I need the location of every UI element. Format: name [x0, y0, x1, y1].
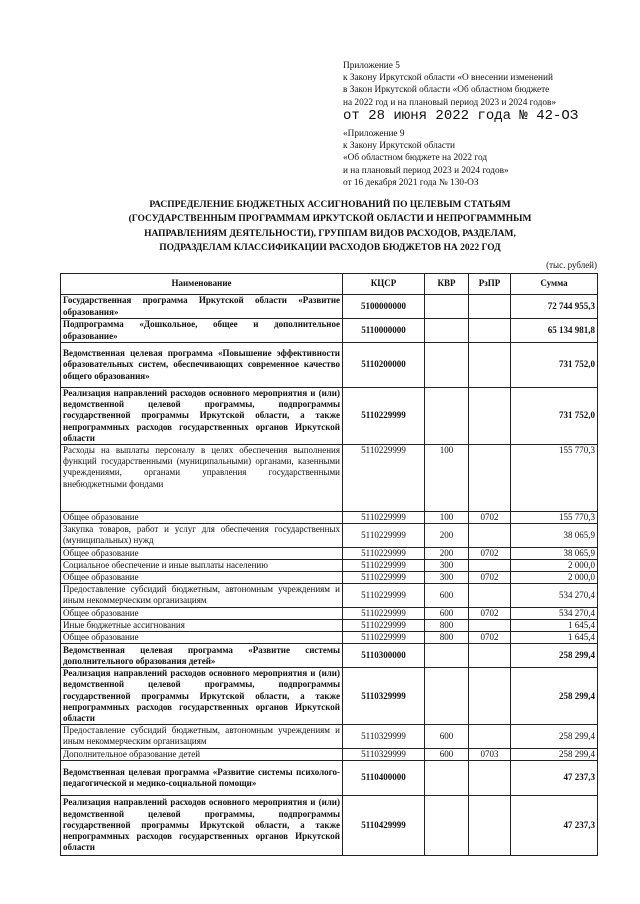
cell-sum: 72 744 955,3 [511, 295, 598, 319]
cell-kvr [425, 295, 469, 319]
cell-kvr: 800 [425, 619, 469, 631]
cell-kcsr: 5110229999 [343, 584, 425, 607]
table-row [61, 388, 598, 445]
cell-rzpr [469, 343, 511, 388]
document-title [60, 198, 600, 256]
table-row [61, 584, 598, 607]
cell-name: Реализация направлений расходов основного мероприятия и (или) ведомственной целевой программы, подпрограммы государственной программы Иркутской области, а также непрограммных расходов государственных органов Иркутской области [61, 795, 343, 855]
cell-rzpr [469, 559, 511, 571]
cell-kvr: 100 [425, 512, 469, 524]
table-row [61, 748, 598, 760]
cell-rzpr [469, 584, 511, 607]
table-row [61, 760, 598, 795]
cell-sum: 65 134 981,8 [511, 319, 598, 343]
cell-rzpr [469, 388, 511, 445]
table-row [61, 547, 598, 559]
header-name: Наименование [61, 274, 343, 295]
cell-sum: 47 237,3 [511, 795, 598, 855]
cell-kcsr: 5110229999 [343, 547, 425, 559]
cell-name: Закупка товаров, работ и услуг для обеспечения государственных (муниципальных) нужд [61, 524, 343, 547]
budget-table [60, 273, 598, 856]
cell-name: Государственная программа Иркутской области «Развитие образования» [61, 295, 343, 319]
cell-name: Реализация направлений расходов основного мероприятия и (или) ведомственной целевой программы, подпрограммы государственной программы Иркутской области, а также непрограммных расходов государственных органов Иркутской области [61, 668, 343, 725]
cell-name: Расходы на выплаты персоналу в целях обеспечения выполнения функций государственными (муниципальными) органами, казенными учреждениями, органами управления государственными внебюджетными фондами [61, 445, 343, 512]
cell-kcsr: 5110300000 [343, 644, 425, 668]
cell-sum: 534 270,4 [511, 607, 598, 619]
cell-rzpr [469, 524, 511, 547]
cell-rzpr: 0703 [469, 748, 511, 760]
table-row [61, 725, 598, 748]
table-row [61, 343, 598, 388]
cell-rzpr [469, 445, 511, 512]
cell-kcsr: 5110229999 [343, 388, 425, 445]
cell-sum: 1 645,4 [511, 619, 598, 631]
cell-kvr [425, 343, 469, 388]
cell-name: Подпрограмма «Дошкольное, общее и дополнительное образование» [61, 319, 343, 343]
cell-sum: 731 752,0 [511, 388, 598, 445]
cell-sum: 2 000,0 [511, 559, 598, 571]
table-body [61, 295, 598, 856]
table-row [61, 319, 598, 343]
table-row [61, 559, 598, 571]
cell-name: Предоставление субсидий бюджетным, автономным учреждениям и иным некоммерческим организациям [61, 584, 343, 607]
table-row [61, 524, 598, 547]
cell-rzpr: 0702 [469, 607, 511, 619]
cell-sum: 258 299,4 [511, 668, 598, 725]
appendix9-header [343, 128, 509, 189]
cell-kvr [425, 795, 469, 855]
title-line: ПОДРАЗДЕЛАМ КЛАССИФИКАЦИИ РАСХОДОВ БЮДЖЕТОВ НА 2022 ГОД [159, 243, 501, 254]
cell-name: Общее образование [61, 572, 343, 584]
cell-kcsr: 5110400000 [343, 760, 425, 795]
header-kcsr: КЦСР [343, 274, 425, 295]
cell-sum: 534 270,4 [511, 584, 598, 607]
table-header-row [61, 274, 598, 295]
appendix5-line: к Закону Иркутской области «О внесении изменений [343, 73, 553, 84]
cell-kvr [425, 760, 469, 795]
appendix9-line: к Закону Иркутской области [343, 141, 456, 152]
cell-kcsr: 5110200000 [343, 343, 425, 388]
header-sum: Сумма [511, 274, 598, 295]
table-row [61, 668, 598, 725]
cell-name: Социальное обеспечение и иные выплаты населению [61, 559, 343, 571]
title-line: НАПРАВЛЕНИЯМ ДЕЯТЕЛЬНОСТИ), ГРУППАМ ВИДОВ РАСХОДОВ, РАЗДЕЛАМ, [144, 228, 516, 239]
cell-sum: 38 065,9 [511, 524, 598, 547]
cell-kcsr: 5110229999 [343, 607, 425, 619]
cell-kcsr: 5110229999 [343, 572, 425, 584]
appendix9-line: «Приложение 9 [343, 129, 405, 139]
header-kvr: КВР [425, 274, 469, 295]
cell-kvr: 300 [425, 559, 469, 571]
cell-kcsr: 5110000000 [343, 319, 425, 343]
cell-kcsr: 5110329999 [343, 725, 425, 748]
table-row [61, 445, 598, 512]
cell-sum: 155 770,3 [511, 445, 598, 512]
cell-rzpr [469, 295, 511, 319]
cell-name: Ведомственная целевая программа «Развитие системы дополнительного образования детей» [61, 644, 343, 668]
cell-name: Общее образование [61, 547, 343, 559]
cell-kvr: 100 [425, 445, 469, 512]
cell-name: Ведомственная целевая программа «Развитие системы психолого-педагогической и медико-социальной помощи» [61, 760, 343, 795]
cell-kvr: 600 [425, 584, 469, 607]
appendix5-header [343, 60, 578, 124]
cell-kvr: 600 [425, 748, 469, 760]
cell-rzpr [469, 760, 511, 795]
cell-kvr: 200 [425, 524, 469, 547]
cell-sum: 155 770,3 [511, 512, 598, 524]
cell-kvr [425, 388, 469, 445]
cell-rzpr: 0702 [469, 547, 511, 559]
cell-rzpr: 0702 [469, 632, 511, 644]
cell-kcsr: 5110329999 [343, 748, 425, 760]
cell-name: Дополнительное образование детей [61, 748, 343, 760]
cell-rzpr [469, 619, 511, 631]
cell-kvr [425, 319, 469, 343]
cell-kcsr: 5110329999 [343, 668, 425, 725]
cell-kvr: 600 [425, 607, 469, 619]
appendix5-line: Приложение 5 [343, 61, 400, 71]
units-label: (тыс. рублей) [546, 260, 597, 270]
cell-kvr [425, 668, 469, 725]
table-row [61, 512, 598, 524]
cell-sum: 38 065,9 [511, 547, 598, 559]
cell-kcsr: 5110229999 [343, 619, 425, 631]
cell-rzpr [469, 319, 511, 343]
cell-kcsr: 5110229999 [343, 559, 425, 571]
cell-rzpr: 0702 [469, 572, 511, 584]
cell-rzpr [469, 795, 511, 855]
cell-name: Общее образование [61, 632, 343, 644]
cell-sum: 47 237,3 [511, 760, 598, 795]
table-row [61, 295, 598, 319]
cell-name: Общее образование [61, 607, 343, 619]
title-line: РАСПРЕДЕЛЕНИЕ БЮДЖЕТНЫХ АССИГНОВАНИЙ ПО ЦЕЛЕВЫМ СТАТЬЯМ [149, 200, 511, 210]
appendix5-date: от 28 июня 2022 года № 42-ОЗ [343, 107, 579, 124]
appendix5-line: в Закон Иркутской области «Об областном бюджете [343, 85, 550, 96]
cell-kcsr: 5100000000 [343, 295, 425, 319]
cell-name: Предоставление субсидий бюджетным, автономным учреждениям и иным некоммерческим организациям [61, 725, 343, 748]
table-row [61, 632, 598, 644]
cell-sum: 1 645,4 [511, 632, 598, 644]
cell-kvr: 200 [425, 547, 469, 559]
title-line: (ГОСУДАРСТВЕННЫМ ПРОГРАММАМ ИРКУТСКОЙ ОБЛАСТИ И НЕПРОГРАММНЫМ [128, 214, 532, 225]
appendix9-line: «Об областном бюджете на 2022 год [343, 153, 488, 164]
cell-sum: 2 000,0 [511, 572, 598, 584]
cell-rzpr [469, 644, 511, 668]
cell-sum: 258 299,4 [511, 644, 598, 668]
cell-name: Общее образование [61, 512, 343, 524]
cell-name: Реализация направлений расходов основного мероприятия и (или) ведомственной целевой программы, подпрограммы государственной программы Иркутской области, а также непрограммных расходов государственных органов Иркутской области [61, 388, 343, 445]
cell-kvr [425, 644, 469, 668]
table-row [61, 619, 598, 631]
table-row [61, 644, 598, 668]
cell-kcsr: 5110229999 [343, 524, 425, 547]
cell-kcsr: 5110229999 [343, 512, 425, 524]
header-rzpr: РзПР [469, 274, 511, 295]
cell-name: Ведомственная целевая программа «Повышение эффективности образовательных систем, обеспечивающих современное качество общего образования» [61, 343, 343, 388]
table-row [61, 607, 598, 619]
table-row [61, 572, 598, 584]
cell-kcsr: 5110229999 [343, 445, 425, 512]
cell-rzpr: 0702 [469, 512, 511, 524]
cell-kvr: 800 [425, 632, 469, 644]
cell-kvr: 600 [425, 725, 469, 748]
appendix9-line: от 16 декабря 2021 года № 130-ОЗ [343, 177, 479, 188]
cell-kvr: 300 [425, 572, 469, 584]
cell-kcsr: 5110429999 [343, 795, 425, 855]
cell-sum: 731 752,0 [511, 343, 598, 388]
cell-name: Иные бюджетные ассигнования [61, 619, 343, 631]
cell-sum: 258 299,4 [511, 725, 598, 748]
appendix5-line: на 2022 год и на плановый период 2023 и 2024 годов» [343, 97, 557, 108]
cell-sum: 258 299,4 [511, 748, 598, 760]
appendix9-line: и на плановый период 2023 и 2024 годов» [343, 165, 509, 176]
table-row [61, 795, 598, 855]
cell-rzpr [469, 725, 511, 748]
cell-kcsr: 5110229999 [343, 632, 425, 644]
cell-rzpr [469, 668, 511, 725]
